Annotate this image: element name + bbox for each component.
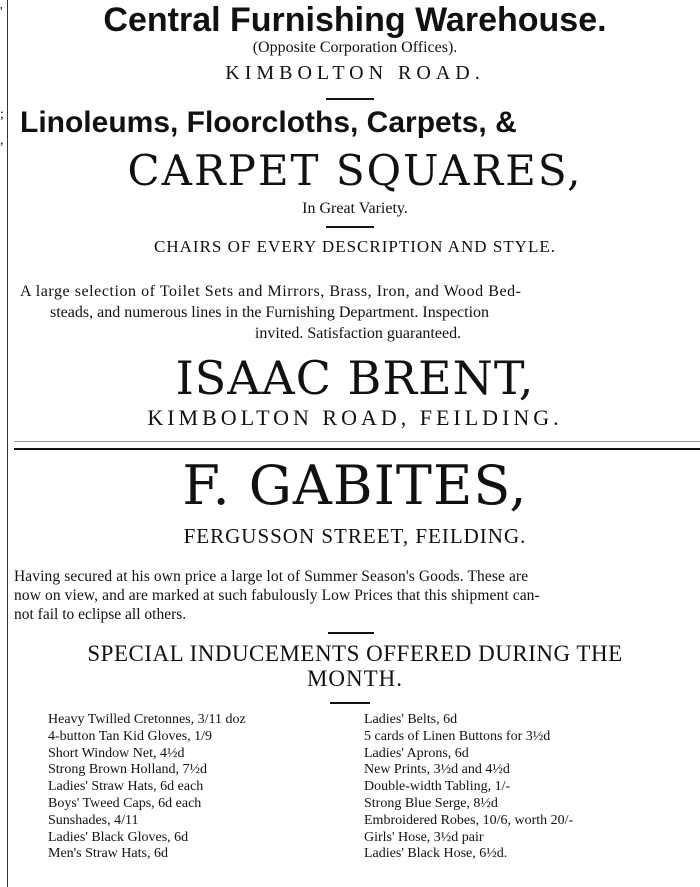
gabites-paragraph bbox=[14, 567, 698, 624]
chairs-line: CHAIRS OF EVERY DESCRIPTION AND STYLE. bbox=[154, 237, 556, 256]
list-item: Short Window Net, 4½d bbox=[48, 745, 185, 761]
list-item: Double-width Tabling, 1/- bbox=[364, 779, 511, 795]
gabites-name: F. GABITES, bbox=[182, 454, 528, 517]
divider bbox=[330, 702, 370, 704]
carpet-squares: CARPET SQUARES, bbox=[127, 146, 583, 195]
list-item: Boys' Tweed Caps, 6d each bbox=[48, 795, 202, 811]
list-item: Ladies' Black Hose, 6½d. bbox=[364, 846, 508, 862]
left-price-list bbox=[48, 712, 246, 863]
paragraph-line: A large selection of Toilet Sets and Mirrors, Brass, Iron, and Wood Bed- bbox=[20, 283, 522, 300]
goods-headline: Linoleums, Floorcloths, Carpets, & bbox=[20, 106, 517, 139]
edge-mark-top: ' bbox=[0, 5, 3, 20]
paragraph-line: invited. Satisfaction guaranteed. bbox=[254, 325, 462, 342]
list-item: Sunshades, 4/11 bbox=[48, 812, 139, 828]
list-item: Girls' Hose, 3½d pair bbox=[364, 829, 484, 845]
warehouse-subtitle: (Opposite Corporation Offices). bbox=[252, 39, 458, 56]
section-rule bbox=[14, 441, 700, 442]
edge-mark-lower: , bbox=[0, 133, 4, 148]
divider bbox=[326, 226, 374, 228]
warehouse-paragraph bbox=[20, 281, 696, 344]
right-price-list bbox=[364, 712, 573, 863]
list-item: 4-button Tan Kid Gloves, 1/9 bbox=[48, 728, 213, 744]
list-item: Strong Brown Holland, 7½d bbox=[48, 762, 208, 778]
warehouse-title: Central Furnishing Warehouse. bbox=[103, 1, 607, 39]
list-item: Ladies' Black Gloves, 6d bbox=[48, 829, 189, 845]
column-rule bbox=[7, 0, 8, 887]
list-item: Men's Straw Hats, 6d bbox=[48, 846, 168, 862]
paragraph-line: steads, and numerous lines in the Furnishing Department. Inspection bbox=[50, 304, 490, 321]
section-rule bbox=[14, 448, 700, 450]
paragraph-line: not fail to eclipse all others. bbox=[14, 606, 187, 623]
divider bbox=[326, 98, 374, 100]
list-item: Embroidered Robes, 10/6, worth 20/- bbox=[364, 812, 574, 828]
special-heading: SPECIAL INDUCEMENTS OFFERED DURING THE bbox=[87, 641, 623, 666]
divider bbox=[328, 632, 374, 634]
list-item: Ladies' Belts, 6d bbox=[364, 712, 458, 727]
list-item: Ladies' Aprons, 6d bbox=[364, 745, 469, 761]
proprietor-name: ISAAC BRENT, bbox=[175, 351, 535, 405]
proprietor-address: KIMBOLTON ROAD, FEILDING. bbox=[147, 405, 563, 430]
warehouse-address: KIMBOLTON ROAD. bbox=[225, 62, 485, 84]
list-item: New Prints, 3½d and 4½d bbox=[364, 762, 510, 778]
paragraph-line: now on view, and are marked at such fabulously Low Prices that this shipment can- bbox=[14, 587, 540, 604]
paragraph-line: Having secured at his own price a large lot of Summer Season's Goods. These are bbox=[14, 568, 529, 585]
variety-note: In Great Variety. bbox=[302, 200, 408, 217]
list-item: 5 cards of Linen Buttons for 3½d bbox=[364, 728, 551, 744]
list-item: Heavy Twilled Cretonnes, 3/11 doz bbox=[48, 712, 246, 727]
list-item: Strong Blue Serge, 8½d bbox=[364, 795, 498, 811]
gabites-address: FERGUSSON STREET, FEILDING. bbox=[183, 524, 527, 548]
special-heading-month: MONTH. bbox=[306, 666, 404, 691]
edge-mark-middle: ; bbox=[0, 107, 4, 122]
list-item: Ladies' Straw Hats, 6d each bbox=[48, 779, 204, 795]
